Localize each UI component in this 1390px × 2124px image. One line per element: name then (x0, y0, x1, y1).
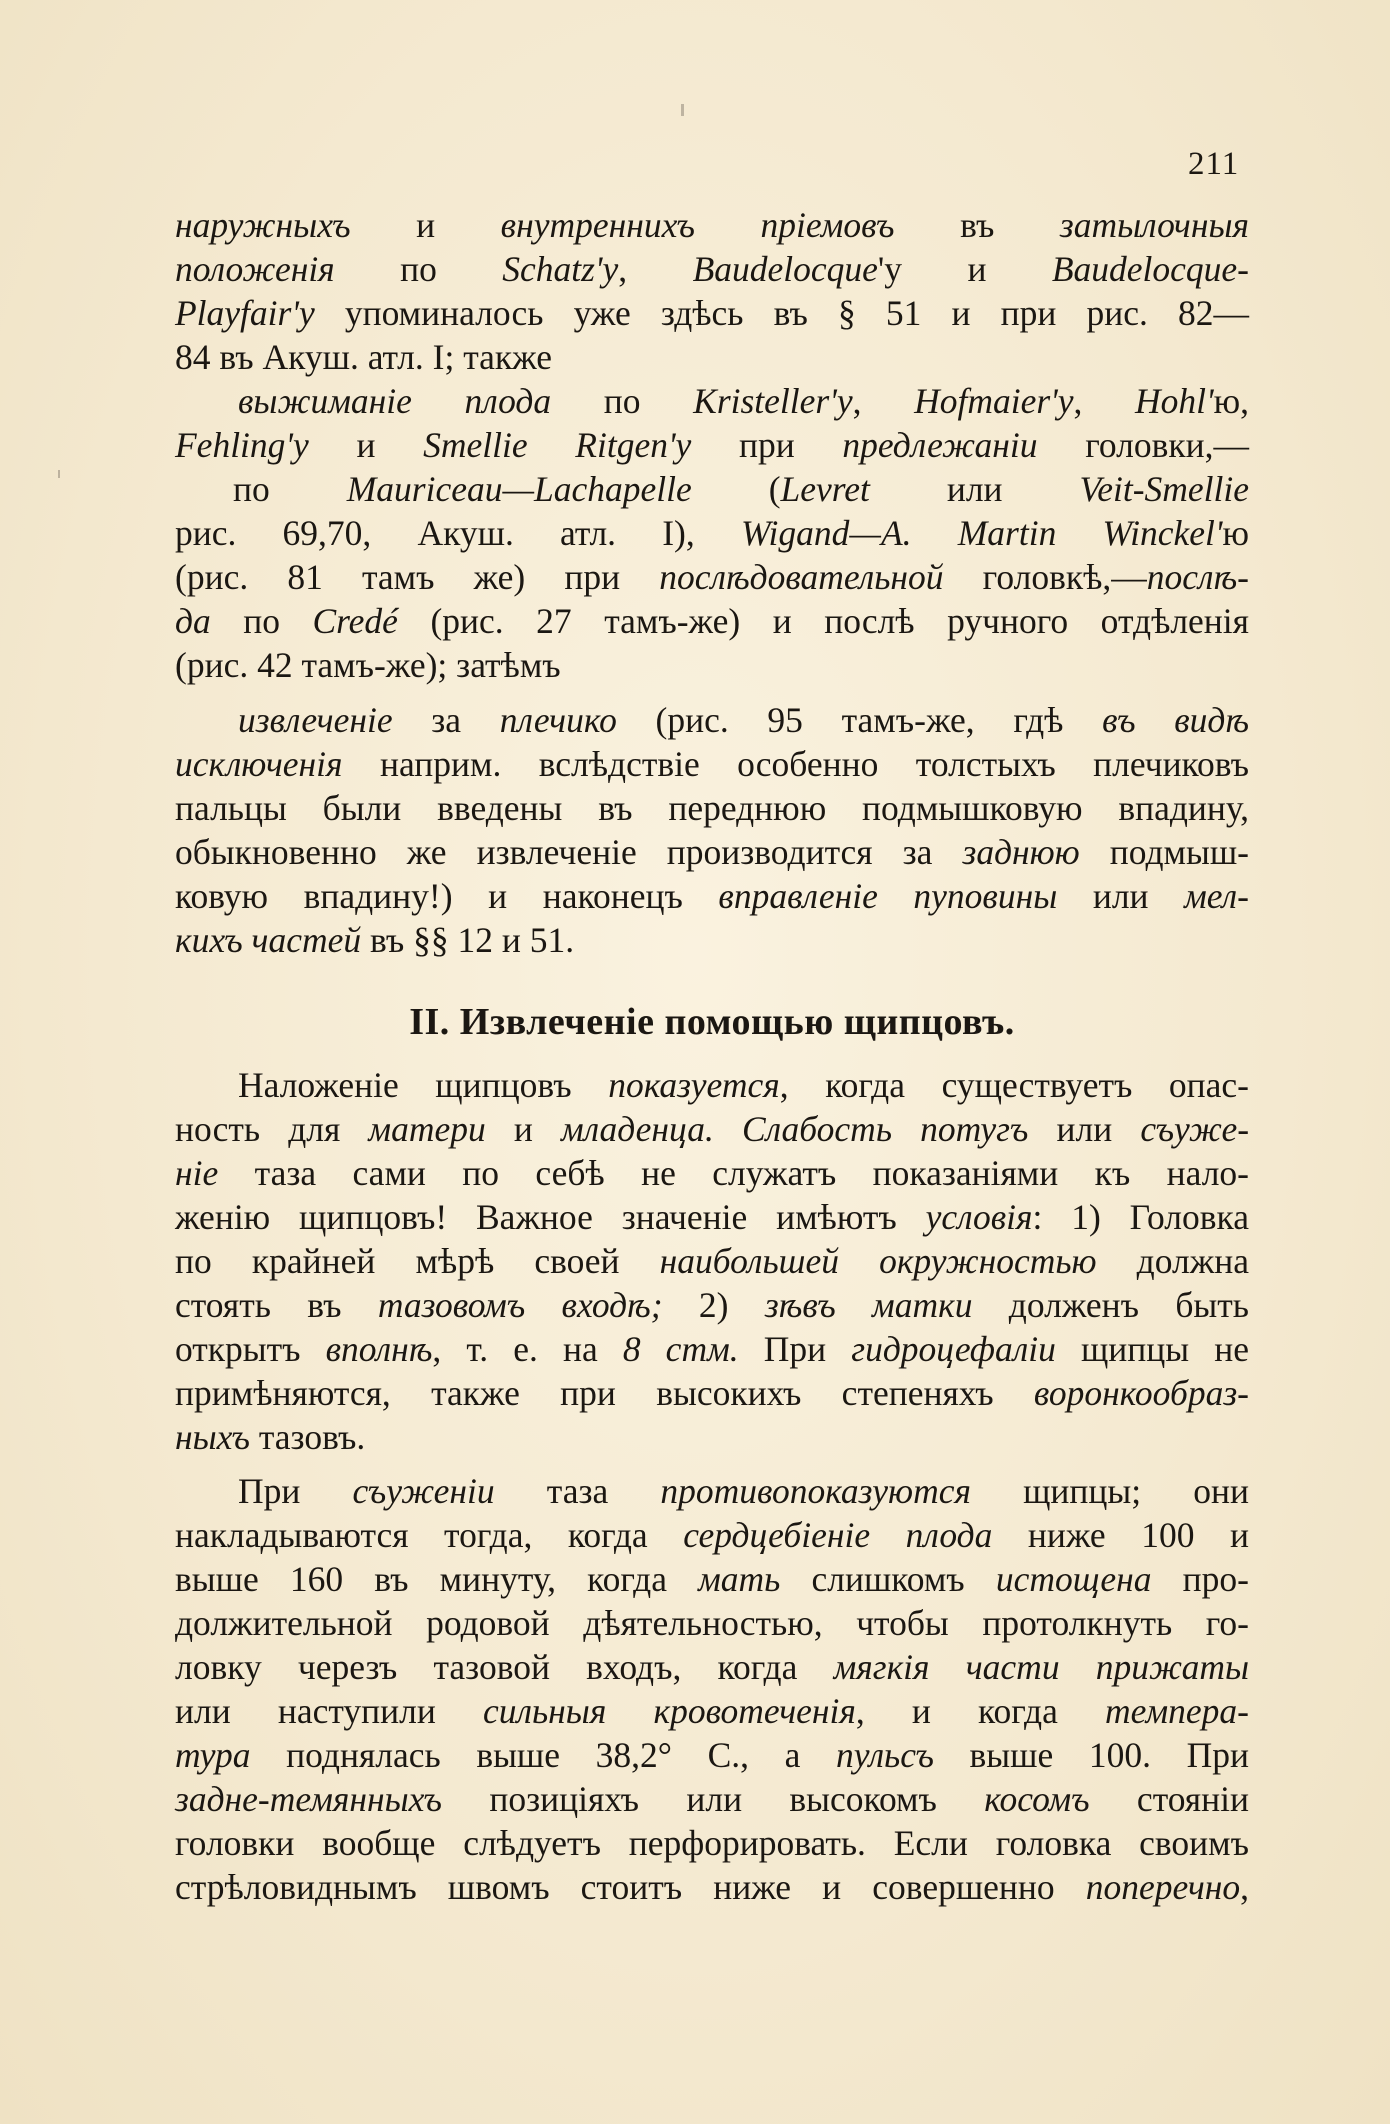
paper-speck (681, 104, 684, 116)
text-run: : 1) Головка (1032, 1197, 1249, 1237)
text-run: таза сами по себѣ не служатъ показаніями къ нало- (218, 1153, 1249, 1193)
italic-run: Veit-Smellie (1079, 469, 1250, 509)
italic-run: наружныхъ (175, 205, 351, 245)
italic-run: Fehling'у (175, 425, 309, 465)
text-run: подмыш- (1079, 832, 1249, 872)
italic-run: ныхъ (175, 1417, 250, 1457)
text-run: , и когда (855, 1691, 1105, 1731)
italic-run: Schatz'у (502, 249, 619, 289)
text-line (175, 200, 1249, 250)
italic-run: Kristeller'у (693, 381, 853, 421)
text-line (175, 552, 1249, 602)
italic-run: наибольшей окружностью (659, 1241, 1097, 1281)
text-run: обыкновенно же извлеченіе производится за (175, 832, 963, 872)
italic-run: показуется (608, 1065, 780, 1105)
text-run: по (233, 469, 347, 509)
text-run: долженъ быть (972, 1285, 1249, 1325)
text-run: щипцы не (1055, 1329, 1249, 1369)
text-run: за (392, 700, 500, 740)
italic-run: послѣдовательной (659, 557, 944, 597)
italic-run: вправленіе пуповины (718, 876, 1058, 916)
text-line (175, 871, 1249, 921)
text-run: накладываются тогда, когда (175, 1515, 684, 1555)
text-run: позиціяхъ или высокомъ (441, 1779, 985, 1819)
italic-run: Wigand—A. Martin Winckel' (740, 513, 1223, 553)
italic-run: Hohl' (1135, 381, 1214, 421)
text-run: ниже 100 и (992, 1515, 1249, 1555)
italic-run: Baudelocque (692, 249, 878, 289)
text-run: ковую впадину!) и наконецъ (175, 876, 719, 916)
page-number: 211 (1188, 146, 1240, 182)
text-line (175, 1642, 1249, 1692)
italic-run: 8 стм. (622, 1329, 739, 1369)
text-run: пальцы были введены въ переднюю подмышковую впадину, (175, 788, 1249, 828)
text-run: щипцы; они (970, 1471, 1250, 1511)
text-run: тазовъ. (249, 1417, 366, 1457)
text-run: стрѣловиднымъ швомъ стоитъ ниже и совершенно (175, 1867, 1086, 1907)
text-run: стояніи (1089, 1779, 1249, 1819)
text-line (175, 1280, 1249, 1330)
text-run: по (551, 381, 694, 421)
text-line (175, 596, 1249, 646)
italic-run: исключенія (175, 744, 343, 784)
italic-run: затылочныя (1059, 205, 1250, 245)
text-run: въ §§ 12 и 51. (361, 920, 575, 960)
text-run: или наступили (175, 1691, 484, 1731)
italic-run: тура (175, 1735, 251, 1775)
text-line (238, 376, 1249, 426)
italic-run: извлеченіе (238, 700, 393, 740)
text-line (175, 827, 1249, 877)
text-run: 2) (662, 1285, 765, 1325)
text-line (175, 288, 1249, 338)
text-line (175, 1598, 1249, 1648)
italic-run: Smellie Ritgen'у (423, 425, 692, 465)
text-line (175, 1686, 1249, 1736)
text-line (175, 1192, 1249, 1242)
text-line (175, 1104, 1249, 1154)
text-run: ю (1222, 513, 1249, 553)
text-run: , когда существуетъ опас- (779, 1065, 1249, 1105)
text-run: Наложеніе щипцовъ (238, 1065, 609, 1105)
text-line (175, 1554, 1249, 1604)
italic-run: зѣвъ матки (764, 1285, 973, 1325)
text-run: ловку черезъ тазовой входъ, когда (175, 1647, 834, 1687)
italic-run: матери (368, 1109, 486, 1149)
italic-run: мел- (1184, 876, 1249, 916)
italic-run: воронкообраз- (1033, 1373, 1249, 1413)
text-run: примѣняются, также при высокихъ степеняхъ (175, 1373, 1034, 1413)
text-run: женію щипцовъ! Важное значеніе имѣютъ (175, 1197, 926, 1237)
paper-speck (58, 470, 60, 478)
text-run: упоминалось уже здѣсь въ § 51 и при рис. 82— (314, 293, 1249, 333)
text-line (175, 332, 1249, 382)
italic-run: внутреннихъ (500, 205, 695, 245)
italic-run: условія (925, 1197, 1033, 1237)
text-run: головкѣ,— (943, 557, 1147, 597)
text-run: рис. 69,70, Акуш. атл. I), (175, 513, 741, 553)
italic-run: Levret (780, 469, 870, 509)
text-line (175, 1818, 1249, 1868)
italic-run: Baudelocque- (1051, 249, 1249, 289)
text-run: головки вообще слѣдуетъ перфорировать. Если головка своимъ (175, 1823, 1249, 1863)
text-run: должительной родовой дѣятельностью, чтобы протолкнуть го- (175, 1603, 1249, 1643)
text-run: (рис. 42 тамъ-же); затѣмъ (175, 645, 561, 685)
text-run: слишкомъ (780, 1559, 996, 1599)
italic-run: съуже- (1140, 1109, 1250, 1149)
italic-run: сильныя кровотеченія (483, 1691, 856, 1731)
italic-run: вполнѣ (325, 1329, 433, 1369)
text-line (175, 739, 1249, 789)
text-line (175, 783, 1249, 833)
italic-run: косомъ (984, 1779, 1090, 1819)
text-line (175, 1412, 1249, 1462)
text-line (238, 1060, 1249, 1110)
italic-run: истощена (995, 1559, 1152, 1599)
text-run: по крайней мѣрѣ своей (175, 1241, 660, 1281)
italic-run: Credé (312, 601, 398, 641)
text-line (175, 420, 1249, 470)
text-run: ность для (175, 1109, 369, 1149)
text-run: (рис. 27 тамъ-же) и послѣ ручного отдѣленія (397, 601, 1250, 641)
text-run: стоять въ (175, 1285, 378, 1325)
italic-run: Mauriceau—Lachapelle (346, 469, 692, 509)
text-run: 'у и (877, 249, 1052, 289)
italic-run: задне-темянныхъ (175, 1779, 442, 1819)
text-line (175, 1730, 1249, 1780)
text-run: 84 въ Акуш. атл. I; также (175, 337, 552, 377)
italic-run: Hofmaier'у (914, 381, 1074, 421)
italic-run: выжиманіе плода (238, 381, 552, 421)
text-run: выше 160 въ минуту, когда (175, 1559, 699, 1599)
text-line (175, 244, 1249, 294)
italic-run: заднюю (962, 832, 1080, 872)
italic-run: темпера- (1105, 1691, 1249, 1731)
text-run: , (1240, 1867, 1249, 1907)
text-line (233, 464, 1249, 514)
text-run: по (334, 249, 503, 289)
italic-run: сердцебіеніе плода (683, 1515, 993, 1555)
italic-run: съуженіи (352, 1471, 495, 1511)
text-run: или (1028, 1109, 1141, 1149)
text-run: при (691, 425, 843, 465)
text-line (238, 1466, 1249, 1516)
italic-run: гидроцефаліи (851, 1329, 1056, 1369)
italic-run: поперечно (1085, 1867, 1241, 1907)
text-line (175, 915, 1249, 965)
text-run: наприм. вслѣдствіе особенно толстыхъ плечиковъ (342, 744, 1249, 784)
text-run: , (1073, 381, 1136, 421)
italic-run: мягкія части прижаты (833, 1647, 1249, 1687)
text-run: должна (1096, 1241, 1250, 1281)
italic-run: Playfair'у (175, 293, 315, 333)
text-run: (рис. 95 тамъ-же, гдѣ (616, 700, 1103, 740)
text-run: и (485, 1109, 561, 1149)
text-run: При (238, 1471, 353, 1511)
text-run: выше 100. При (933, 1735, 1249, 1775)
text-line (175, 1368, 1249, 1418)
italic-run: тазовомъ входѣ; (377, 1285, 663, 1325)
text-run: ( (691, 469, 781, 509)
text-run: , (618, 249, 693, 289)
italic-run: предлежаніи (842, 425, 1038, 465)
italic-run: положенія (175, 249, 335, 289)
italic-run: мать (698, 1559, 781, 1599)
text-run: , (852, 381, 915, 421)
text-run: и (350, 205, 501, 245)
text-line (175, 508, 1249, 558)
text-run: по (210, 601, 313, 641)
text-run: въ (894, 205, 1060, 245)
text-run: , т. е. на (432, 1329, 623, 1369)
italic-run: кихъ частей (175, 920, 362, 960)
text-line (175, 1774, 1249, 1824)
text-run: таза (494, 1471, 661, 1511)
italic-run: ніе (175, 1153, 219, 1193)
italic-run: младенца. Слабость потугъ (560, 1109, 1029, 1149)
text-run: поднялась выше 38,2° С., а (250, 1735, 837, 1775)
text-line (238, 695, 1249, 745)
text-run: или (869, 469, 1080, 509)
text-line (175, 1324, 1249, 1374)
text-run: и (308, 425, 424, 465)
italic-run: пріемовъ (760, 205, 895, 245)
italic-run: плечико (499, 700, 617, 740)
text-line (175, 1148, 1249, 1198)
text-run: (рис. 81 тамъ же) при (175, 557, 660, 597)
text-line (175, 1510, 1249, 1560)
text-run: открытъ (175, 1329, 326, 1369)
section-heading: II. Извлеченіе помощью щипцовъ. (409, 1001, 1015, 1043)
italic-run: противопоказуются (660, 1471, 971, 1511)
text-line (175, 1236, 1249, 1286)
text-line (175, 1862, 1249, 1912)
italic-run: да (175, 601, 211, 641)
italic-run: въ видѣ (1102, 700, 1250, 740)
italic-run: пульсъ (836, 1735, 934, 1775)
text-run: ю, (1213, 381, 1250, 421)
text-run: или (1057, 876, 1185, 916)
text-run: При (738, 1329, 852, 1369)
italic-run: послѣ- (1146, 557, 1249, 597)
text-line (175, 640, 1249, 690)
text-run (695, 205, 761, 245)
text-run: головки,— (1037, 425, 1249, 465)
text-run: про- (1151, 1559, 1249, 1599)
